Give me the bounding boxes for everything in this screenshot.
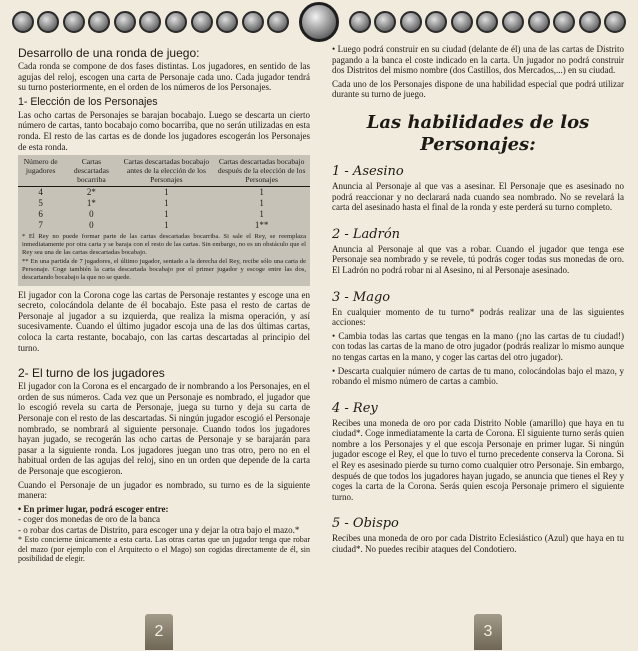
list-item: - o robar dos cartas de Distrito, para escoger una y dejar la otra bajo el mazo.* — [18, 524, 300, 535]
section-1-title: 1- Elección de los Personajes — [18, 95, 158, 108]
col-facedown-before: Cartas descartadas bocabajo antes de la elección de los Personajes — [119, 155, 213, 187]
character-text: • Descarta cualquier número de cartas de tu mano, colocándolas bajo el mazo, y robando el mismo número de cartas a cambio. — [332, 365, 624, 387]
page-number-right: 3 — [474, 614, 502, 650]
list-item: - coger dos monedas de oro de la banca — [18, 514, 160, 525]
build-text: • Luego podrá construir en su ciudad (delante de él) una de las cartas de Distrito pagando a la banca el coste indicado en la carta. Un jugador no podrá construir dos Distritos del mismo nombre (dos Castillos, dos Mercados,...) en su ciudad. — [332, 44, 624, 76]
section-1-text: Las ocho cartas de Personajes se barajan bocabajo. Luego se descarta un cierto número de cartas, tanto bocabajo como bocarriba, que no serán utilizadas en esta ronda. El resto de las cartas es de donde los jugadores escogerán los Personajes de esta ronda. — [18, 109, 310, 152]
center-medallion-icon — [299, 2, 339, 42]
section-2-text-1: El jugador con la Corona es el encargado de ir nombrando a los Personajes, en el orden de sus números. Cada vez que un Personaje es nombrado, el jugador que lo escogió revela su carta de Personaje, juega su turno y deja su carta de Personaje con el resto de las descartadas. Si ningún jugador escogió el Personaje nombrado, se nombrará al siguiente personaje. Cuando todos los jugadores hayan jugado, se recogerán las ocho cartas de Personaje y se barajarán para pasar a la siguiente ronda. Los jugadores juegan uno tras otro, pero no en el habitual orden de las agujas del reloj, sino en un orden que depende de la carta de Personaje que escogieron. — [18, 381, 310, 476]
table-notes — [18, 231, 310, 285]
character-text: Anuncia al Personaje al que vas a robar. Cuando el jugador que tenga ese Personaje sea nombrado y se revele, tú podrás coger todas sus monedas de oro. El Ladrón no podrá robar ni al Asesino, ni al Personaje asesinado. — [332, 243, 624, 275]
character-heading: 3 - Mago — [332, 289, 391, 305]
col-players: Número de jugadores — [18, 155, 63, 187]
character-text: Anuncia al Personaje al que vas a asesinar. El Personaje que es asesinado no podrá reaccionar y no declarará nada cuando sea nombrado. No se revelará la carta del asesinado hasta el final de la ronda y este perderá su turno completo. — [332, 180, 624, 213]
table-row: 4 2* 1 1 — [38, 187, 264, 198]
col-faceup: Cartas descartadas bocarriba — [63, 155, 119, 187]
character-text: Recibes una moneda de oro por cada Distrito Noble (amarillo) que haya en tu ciudad*. Coge inmediatamente la carta de Corona. El siguiente turno serás quien nombre a los Personajes y el que escoja Personaje en primer lugar. Si ningún jugador escoge el Rey, el que lo tuvo el turno precedente conserva la Corona. Si el Rey es asesinado pierde su turno como cualquier otro Personaje. Sin embargo, después de que todos los jugadores hayan jugado, se anuncia que tienes el Rey y coges la carta de la Corona. Serás quien escoja Personaje primero el siguiente turno. — [332, 417, 624, 502]
chain-left — [8, 7, 293, 37]
first-choice-heading: • En primer lugar, podrá escoger entre: — [18, 503, 169, 514]
character-text: Recibes una moneda de oro por cada Distrito Eclesiástico (Azul) que haya en tu ciudad*. No puedes recibir ataques del Condotiero. — [332, 533, 624, 555]
character-heading: 5 - Obispo — [332, 516, 399, 532]
table-row: 6 0 1 1 — [38, 209, 264, 220]
table-row: 5 1* 1 1 — [38, 198, 264, 209]
character-heading: 4 - Rey — [332, 400, 378, 416]
footnote: * Esto concierne únicamente a esta carta. Las otras cartas que un jugador tenga que robar del mazo (por ejemplo con el Arquitecto o el Mago) son cogidas directamente de él, sin posibilidad de elegir. — [18, 535, 310, 564]
section-1-text-2: El jugador con la Corona coge las cartas de Personaje restantes y escoge una en secreto, colocándola delante de él bocabajo. Este pasa el resto de cartas de Personaje al jugador a su izquierda, que realiza la misma operación, y así sucesivamente. Cuando el último jugador escoja una de las dos últimas cartas, coloca la carta restante, bocabajo, con las cartas descartadas al principio del turno. — [18, 289, 310, 353]
section-2-text-2: Cuando el Personaje de un jugador es nombrado, su turno es de la siguiente manera: — [18, 479, 310, 501]
discard-table — [18, 155, 310, 231]
character-text: En cualquier momento de tu turno* podrás realizar una de las siguientes acciones: — [332, 306, 624, 328]
col-facedown-after: Cartas descartadas bocabajo después de la elección de los Personajes — [213, 155, 310, 187]
round-title: Desarrollo de una ronda de juego: — [18, 46, 200, 60]
table-note-1: * El Rey no puede formar parte de las cartas descartadas bocarriba. Si sale el Rey, se reemplaza inmediatamente por otra carta y se baraja con el resto de las cartas. Sin embargo, no es un obstáculo que el Rey sea una de las cartas descartadas bocabajo. — [22, 233, 306, 256]
character-heading: 1 - Asesino — [332, 163, 404, 179]
character-text: • Cambia todas las cartas que tengas en la mano (¡no las cartas de tu ciudad!) con todas las cartas de la mano de otro jugador (podrás realizar lo mismo aunque no tengas cartas en la mano, y coger las cartas del otro jugador). — [332, 330, 624, 362]
ornamental-chain-border — [8, 2, 630, 42]
chain-right — [345, 7, 630, 37]
right-page — [332, 44, 624, 558]
round-intro: Cada ronda se compone de dos fases distintas. Los jugadores, en sentido de las agujas del reloj, escogen una carta de Personaje cada uno. Cada jugador tendrá su turno posteriormente, en el orden de los números de los Personajes. — [18, 61, 310, 93]
page-number-left: 2 — [145, 614, 173, 650]
ability-text: Cada uno de los Personajes dispone de una habilidad especial que podrá utilizar durante su turno de juego. — [332, 78, 624, 100]
table-row: 7 0 1 1** — [38, 220, 269, 231]
table-note-2: ** En una partida de 7 jugadores, el último jugador, sentado a la derecha del Rey, recibe sólo una carta de Personaje. Coge también la carta descartada bocabajo por el primer jugador y escoge entre las dos, descartando bocabajo la que no se quede. — [22, 257, 306, 281]
character-heading: 2 - Ladrón — [332, 226, 401, 242]
left-page — [18, 44, 310, 567]
section-2-title: 2- El turno de los jugadores — [18, 366, 165, 381]
abilities-title: Las habilidades de los Personajes: — [366, 111, 590, 155]
choice-list — [18, 514, 310, 535]
